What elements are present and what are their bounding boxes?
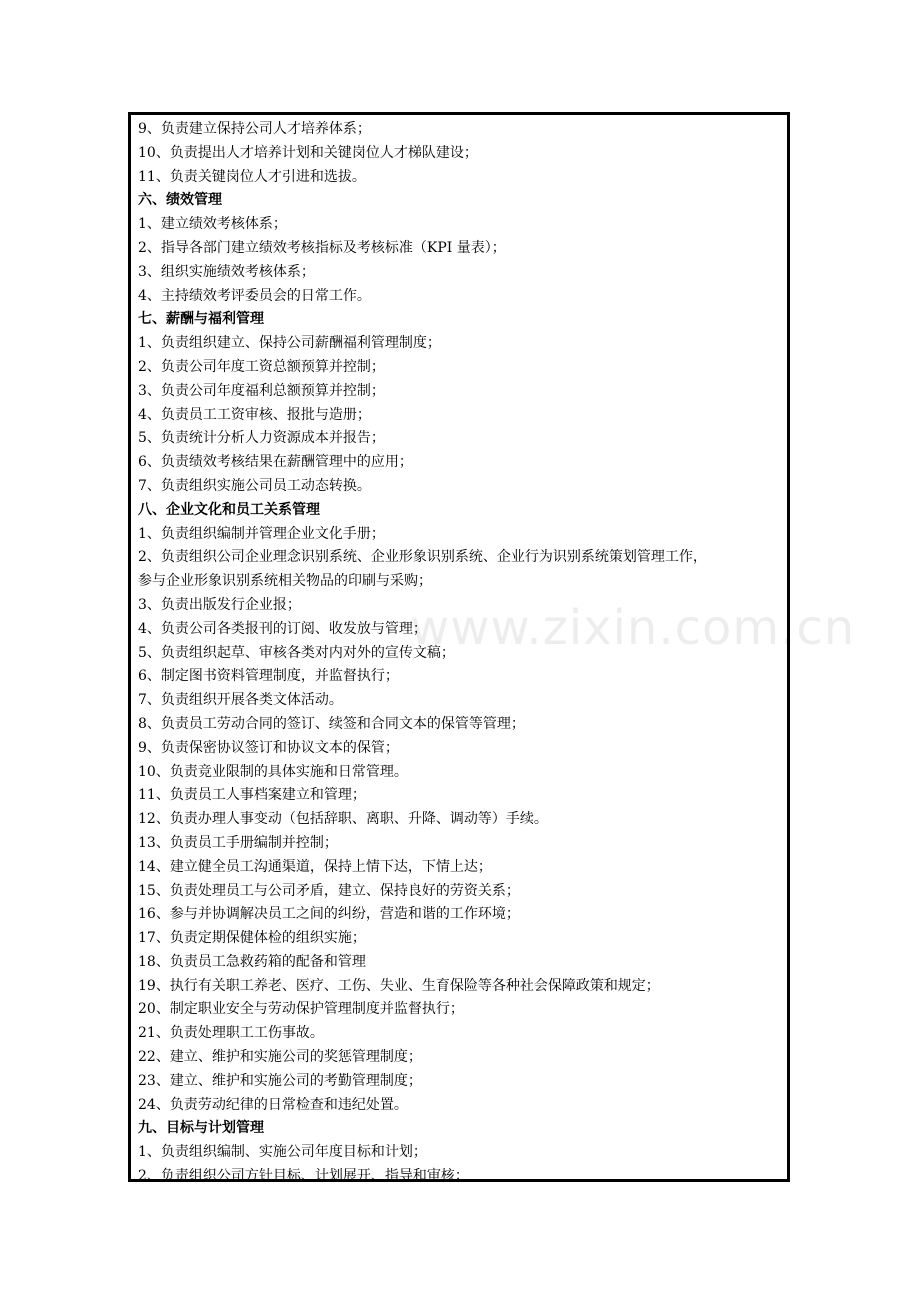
duty-item: 24、负责劳动纪律的日常检查和违纪处置。 [138,1096,408,1113]
duty-item: 11、负责员工人事档案建立和管理； [138,787,366,804]
duty-item: 1、负责组织编制、实施公司年度目标和计划； [138,1144,427,1161]
duty-item: 1、负责组织建立、保持公司薪酬福利管理制度； [138,335,441,352]
duty-item: 8、负责员工劳动合同的签订、续签和合同文本的保管等管理； [138,715,525,732]
duty-item: 17、负责定期保健体检的组织实施； [138,930,366,947]
duty-item: 13、负责员工手册编制并控制； [138,834,338,851]
duty-item: 2、负责组织公司方针目标、计划展开、指导和审核； [138,1168,469,1185]
duty-item: 16、参与并协调解决员工之间的纠纷，营造和谐的工作环境； [138,906,520,923]
duty-item: 参与企业形象识别系统相关物品的印刷与采购； [138,573,432,590]
section-heading: 八、企业文化和员工关系管理 [138,501,320,518]
duty-item: 2、负责组织公司企业理念识别系统、企业形象识别系统、企业行为识别系统策划管理工作， [138,549,707,566]
section-heading: 七、薪酬与福利管理 [138,311,264,328]
duty-item: 4、主持绩效考评委员会的日常工作。 [138,287,371,304]
duty-item: 4、负责公司各类报刊的订阅、收发放与管理； [138,620,427,637]
document-table-frame [128,112,790,1185]
duty-item: 14、建立健全员工沟通渠道，保持上情下达，下情上达； [138,858,492,875]
duty-item: 12、负责办理人事变动（包括辞职、离职、升降、调动等）手续。 [138,811,548,828]
duty-item: 9、负责建立保持公司人才培养体系； [138,121,371,137]
duty-item: 7、负责组织开展各类文体活动。 [138,692,343,709]
duty-item: 10、负责竞业限制的具体实施和日常管理。 [138,763,408,780]
duty-item: 20、制定职业安全与劳动保护管理制度并监督执行； [138,1001,464,1018]
duty-item: 18、负责员工急救药箱的配备和管理 [138,953,366,970]
duty-item: 15、负责处理员工与公司矛盾，建立、保持良好的劳资关系； [138,882,520,899]
duty-item: 3、组织实施绩效考核体系； [138,263,315,280]
duty-item: 2、负责公司年度工资总额预算并控制； [138,358,385,375]
duty-item: 9、负责保密协议签订和协议文本的保管； [138,739,399,756]
duty-item: 6、负责绩效考核结果在薪酬管理中的应用； [138,454,413,471]
duty-item: 2、指导各部门建立绩效考核指标及考核标准（KPI 量表）； [138,239,506,256]
duty-item: 7、负责组织实施公司员工动态转换。 [138,477,371,494]
duty-item: 11、负责关键岗位人才引进和选拔。 [138,168,366,185]
duty-item: 21、负责处理职工工伤事故。 [138,1025,324,1042]
duty-item: 6、制定图书资料管理制度，并监督执行； [138,668,399,685]
watermark: www.zixin.com.cn [410,600,856,656]
duty-item: 3、负责公司年度福利总额预算并控制； [138,382,385,399]
duty-item: 4、负责员工工资审核、报批与造册； [138,406,371,423]
duty-item: 10、负责提出人才培养计划和关键岗位人才梯队建设； [138,144,478,161]
section-heading: 六、绩效管理 [138,192,222,209]
duty-item: 5、负责统计分析人力资源成本并报告； [138,430,385,447]
duty-item: 3、负责出版发行企业报； [138,596,301,613]
duty-item: 1、负责组织编制并管理企业文化手册； [138,525,385,542]
duty-item: 23、建立、维护和实施公司的考勤管理制度； [138,1072,422,1089]
duty-item: 22、建立、维护和实施公司的奖惩管理制度； [138,1049,422,1066]
duty-item: 19、执行有关职工养老、医疗、工伤、失业、生育保险等各种社会保障政策和规定； [138,977,660,994]
duty-item: 5、负责组织起草、审核各类对内对外的宣传文稿； [138,644,455,661]
section-heading: 九、目标与计划管理 [138,1120,264,1137]
duty-item: 1、建立绩效考核体系； [138,216,287,233]
duty-list [138,118,783,1189]
